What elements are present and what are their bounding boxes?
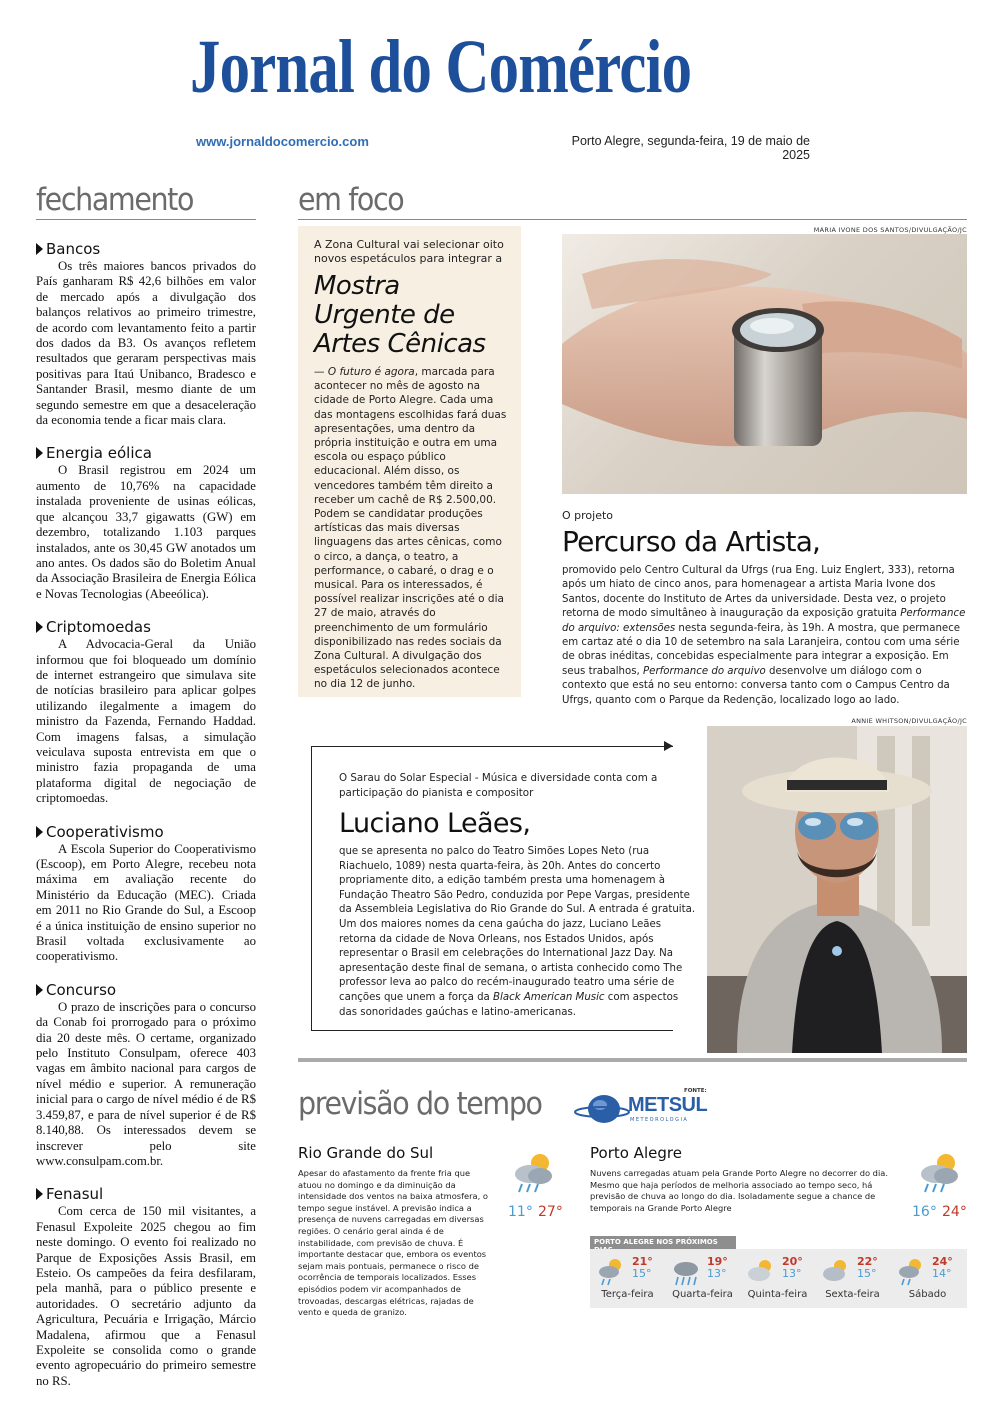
triangle-bullet-icon <box>36 447 43 459</box>
sun-cloud-icon <box>821 1257 851 1287</box>
percurso-kicker: O projeto <box>562 509 614 522</box>
ring-photo <box>562 234 967 494</box>
metsul-logo <box>574 1088 708 1128</box>
triangle-bullet-icon <box>36 984 43 996</box>
day-min: 15° <box>632 1267 652 1280</box>
news-item <box>36 240 256 428</box>
fechamento-column <box>36 240 256 1405</box>
weather-rule <box>298 1058 967 1062</box>
region-title-poa: Porto Alegre <box>590 1144 682 1162</box>
news-body: O prazo de inscrições para o concurso da Conab foi prorrogado para o próximo dia 20 deste mês. O certame, organizado pelo Instituto Consulpam, oferece 403 vagas em âmbito nacional para cargos de nível médio e superior. A remuneração inicial para o cargo de nível médio é de R$ 3.459,87, e para de nível superior é de R$ 8.140,88. Os interessados devem se inscrever pelo site www.consulpam.com.br. <box>36 999 256 1168</box>
metsul-wordmark: METSUL <box>628 1094 708 1116</box>
sun-cloud-rain-icon <box>896 1257 926 1287</box>
mostra-box <box>298 226 521 697</box>
day-min: 15° <box>857 1267 877 1280</box>
triangle-bullet-icon <box>36 621 43 633</box>
day-name: Quarta-feira <box>672 1289 733 1300</box>
sun-cloud-rain-icon <box>508 1150 558 1198</box>
dateline: Porto Alegre, segunda-feira, 19 de maio de 2025 <box>571 134 810 162</box>
day-min: 14° <box>932 1267 952 1280</box>
news-heading: Fenasul <box>36 1185 256 1203</box>
mostra-kicker: A Zona Cultural vai selecionar oito novos espetáculos para integrar a <box>314 238 504 265</box>
news-item <box>36 1185 256 1389</box>
news-heading: Cooperativismo <box>36 823 256 841</box>
news-body: A Advocacia-Geral da União informou que foi bloqueado um domínio de internet estrangeiro que simulava site de notícias brasileiro para aplicar golpes utilizando ilegalmente a imagem do ministro da Fazenda, Fernando Haddad. Com imagens falsas, a simulação veiculava suposta entrevista em que o ministro fazia propaganda de uma plataforma digital de negociação de criptomoedas. <box>36 637 256 806</box>
globe-icon <box>574 1088 630 1128</box>
news-body: O Brasil registrou em 2024 um aumento de 10,76% na capacidade instalada proveniente de usinas eólicas, que alcançou 33,7 gigawatts (GW) em dezembro, totalizando 1.103 parques instalados, ante os 30,45 GW anotados um ano antes. Os dados são do Boletim Anual da Associação Brasileira de Energia Eólica e Novas Tecnologias (Abeeólica). <box>36 463 256 601</box>
triangle-bullet-icon <box>36 826 43 838</box>
news-heading: Concurso <box>36 981 256 999</box>
news-item <box>36 618 256 806</box>
percurso-title: Percurso da Artista, <box>562 525 821 558</box>
forecast-day <box>665 1249 740 1308</box>
region-title-rs: Rio Grande do Sul <box>298 1144 434 1162</box>
sun-cloud-rain-icon <box>596 1257 626 1287</box>
day-max: 20° <box>782 1255 803 1268</box>
forecast-day <box>740 1249 815 1308</box>
mostra-title: Mostra Urgente de Artes Cênicas <box>314 271 486 359</box>
section-title-fechamento: fechamento <box>36 182 194 218</box>
region-text-rs: Apesar do afastamento da frente fria que atuou no domingo e da diminuição da intensidade dos ventos na baixa atmosfera, o tempo segue instável. A previsão indica a presença de nuvens carregadas em diversas regiões. O cenário geral ainda é de instabilidade, com previsão de chuva. É importante destacar que, embora os eventos sejam mais pontuais, permanece o risco de ocorrência de temporais localizados. Esses episódios podem vir acompanhados de trovoadas, descargas elétricas, rajadas de vento e queda de granizo. <box>298 1168 488 1318</box>
sun-cloud-icon <box>746 1257 776 1287</box>
news-body: A Escola Superior do Cooperativismo (Escoop), em Porto Alegre, recebeu nota máxima em avaliação recente do Ministério da Educação (MEC). Criada em 2011 no Rio Grande do Sul, a Escoop é a única instituição de ensino superior no Brasil voltada exclusivamente ao cooperativismo. <box>36 841 256 964</box>
metsul-subtitle: METEOROLOGIA <box>630 1117 689 1123</box>
triangle-bullet-icon <box>36 1188 43 1200</box>
temp-max-poa: 24° <box>942 1204 967 1220</box>
temp-min-poa: 16° <box>912 1204 937 1220</box>
percurso-body: promovido pelo Centro Cultural da Ufrgs (rua Eng. Luiz Englert, 333), retorna após um hiato de cinco anos, para homenagear a artista Maria Ivone dos Santos, docente do Instituto de Artes da universidade. Desta vez, o projeto retorna de modo simultâneo à inauguração da exposição gratuita Performance do arquivo: extensões nesta segunda-feira, às 19h. A mostra, que permanece em cartaz até o dia 10 de setembro na sala Laranjeira, contou com uma série de obras inéditas, concebidas especialmente para integrar a exposição. Em seus trabalhos, Performance do arquivo desenvolve um diálogo com o contexto que está no seu entorno: conversa tanto com o Campus Centro da Ufrgs, quanto com o Parque da Redenção, localizado logo ao lado. <box>562 565 966 706</box>
forecast-day <box>590 1249 665 1308</box>
news-body: Com cerca de 150 mil visitantes, a Fenasul Expoleite 2025 chegou ao fim neste domingo. O evento foi realizado no Parque de Exposições Assis Brasil, em Esteio. Os campeões da feira desfilaram, pela manhã, para o público presente e autoridades. O secretário adjunto da Agricultura, Pecuária e Irrigação, Márcio Madalena, afirmou que a Fenasul Expoleite se consolida como o grande evento agropecuário do primeiro semestre no RS. <box>36 1204 256 1388</box>
ring-hand-illustration <box>562 234 967 494</box>
news-heading: Energia eólica <box>36 444 256 462</box>
photo-credit: ANNIE WHITSON/DIVULGAÇÃO/JC <box>851 717 967 725</box>
photo-credit: MARIA IVONE DOS SANTOS/DIVULGAÇÃO/JC <box>813 226 967 234</box>
section-title-weather: previsão do tempo <box>298 1086 542 1122</box>
section-rule <box>36 219 256 220</box>
day-name: Sexta-feira <box>825 1289 880 1300</box>
masthead-title: Jornal do Comércio <box>190 25 692 109</box>
news-heading: Bancos <box>36 240 256 258</box>
luciano-body: que se apresenta no palco do Teatro Simões Lopes Neto (rua Riachuelo, 1089) nesta quarta-feira, às 20h. Antes do concerto propriamente dito, a edição também presta uma homenagem à Fundação Theatro São Pedro, conduzida por Pepe Vargas, presidente da Assembleia Legislativa do Rio Grande do Sul. A entrada é gratuita. Um dos maiores nomes da cena gaúcha do jazz, Luciano Leães retorna da cidade de Nova Orleans, nos Estados Unidos, após representar o Brasil em celebrações do International Jazz Day. Na apresentação deste final de semana, o artista conhecido como The professor leva ao palco do recém-inaugurado teatro uma série de canções que unem a força da Black American Music com aspectos das sonoridades gaúchas e latino-americanas. <box>339 846 696 1018</box>
section-rule <box>298 219 967 220</box>
site-url[interactable]: www.jornaldocomercio.com <box>196 134 369 149</box>
day-min: 13° <box>707 1267 727 1280</box>
news-heading: Criptomoedas <box>36 618 256 636</box>
news-item <box>36 981 256 1169</box>
news-item <box>36 823 256 965</box>
triangle-bullet-icon <box>36 243 43 255</box>
section-title-em-foco: em foco <box>298 182 404 218</box>
day-name: Terça-feira <box>601 1289 654 1300</box>
day-max: 22° <box>857 1255 878 1268</box>
mostra-body: — O futuro é agora, marcada para acontecer no mês de agosto na cidade de Porto Alegre. Cada uma das montagens escolhidas fará duas apresentações, uma dentro da própria instituição e outra em uma escola ou espaço público educacional. Além disso, os vencedores também têm direito a receber um cachê de R$ 2.500,00. Podem se candidatar produções artísticas das mais diversas linguagens das artes cênicas, como o circo, a dança, o teatro, a performance, o cabaré, o drag e o musical. Para os interessados, é possível realizar inscrições até o dia 27 de maio, através do preenchimento de um formulário disponibilizado nas redes sociais da Zona Cultural. A divulgação dos espetáculos selecionados acontece no dia 12 de junho. <box>314 366 507 691</box>
next-days-panel <box>590 1249 967 1308</box>
luciano-kicker: O Sarau do Solar Especial - Música e diversidade conta com a participação do pianista e compositor <box>339 772 658 799</box>
day-max: 21° <box>632 1255 653 1268</box>
temp-min-rs: 11° <box>508 1204 533 1220</box>
news-body: Os três maiores bancos privados do País ganharam R$ 42,6 bilhões em valor de mercado após a divulgação dos balanços relativos ao primeiro trimestre, de acordo com levantamento feito a partir dos dados da B3. Os avanços refletem resultados que geraram perspectivas mais positivas para Itaú Unibanco, Bradesco e Santander Brasil, mesmo diante de um segundo semestre em que a desaceleração da economia tende a ficar mais clara. <box>36 259 256 428</box>
luciano-title: Luciano Leães, <box>339 808 531 839</box>
day-name: Quinta-feira <box>747 1289 808 1300</box>
cloud-heavy-rain-icon <box>671 1257 701 1287</box>
arrow-right-icon <box>664 741 673 751</box>
news-item <box>36 444 256 602</box>
day-min: 13° <box>782 1267 802 1280</box>
musician-illustration <box>707 726 967 1053</box>
sun-cloud-rain-icon <box>914 1150 964 1198</box>
day-name: Sábado <box>908 1289 947 1300</box>
luciano-photo <box>707 726 967 1053</box>
day-max: 24° <box>932 1255 953 1268</box>
forecast-day <box>890 1249 965 1308</box>
temp-max-rs: 27° <box>538 1204 563 1220</box>
source-label: FONTE: <box>684 1088 707 1094</box>
next-days-label: PORTO ALEGRE NOS PRÓXIMOS <box>590 1236 736 1249</box>
forecast-day <box>815 1249 890 1308</box>
day-max: 19° <box>707 1255 728 1268</box>
region-text-poa: Nuvens carregadas atuam pela Grande Porto Alegre no decorrer do dia. Mesmo que haja períodos de melhoria associado ao tempo seco, há previsão de chuva ao longo do dia. Isoladamente segue a chance de temporais na Grande Porto Alegre <box>590 1168 888 1213</box>
